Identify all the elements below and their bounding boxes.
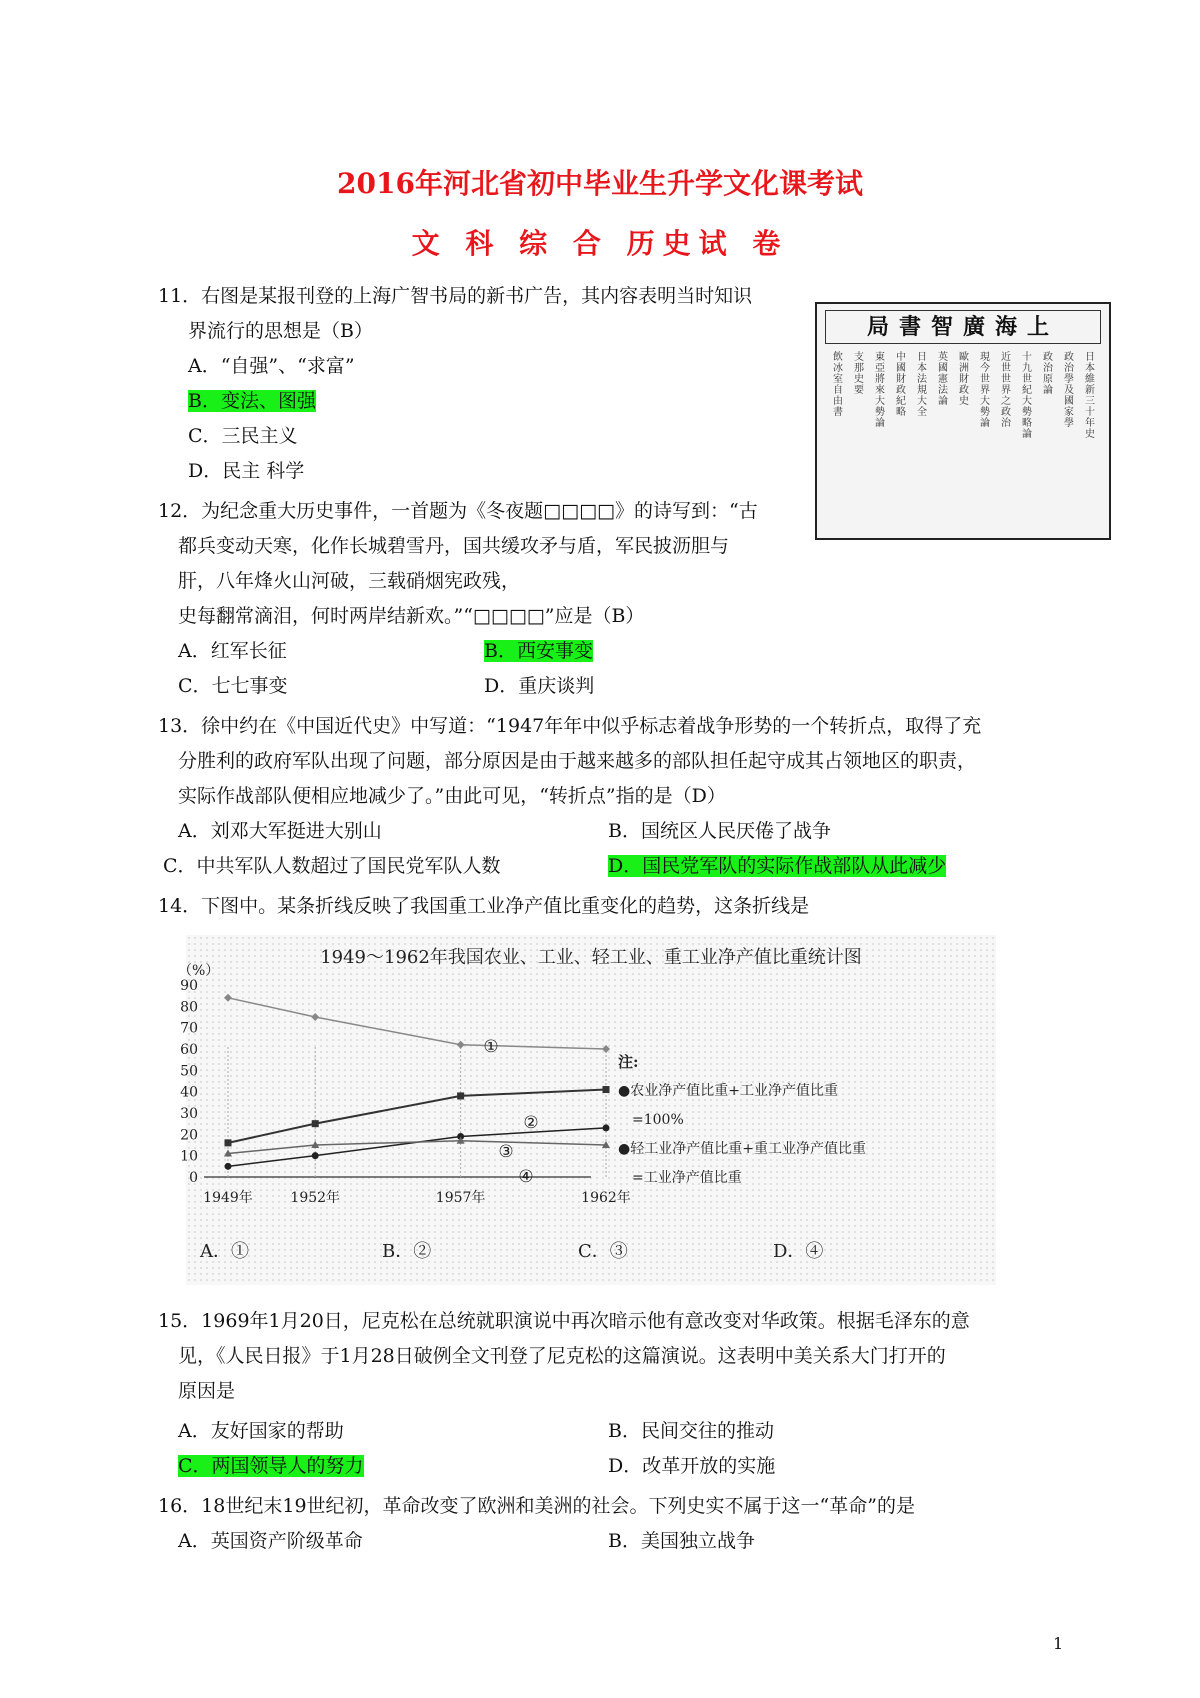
ad-column: 中國財政紀略 (896, 352, 906, 418)
exam-subtitle: 文 科 综 合 历史试 卷 (411, 227, 789, 260)
series-line (228, 1141, 606, 1154)
q12-stem-line2: 都兵变动天寒，化作长城碧雪丹，国共缓攻矛与盾，军民披沥胆与 (178, 535, 730, 557)
q13-option-a: A．刘邓大军挺进大别山 (178, 820, 382, 842)
ad-column: 飲冰室自由書 (833, 352, 843, 418)
ad-column: 政治原論 (1043, 352, 1053, 396)
data-point (225, 1163, 232, 1170)
x-tick-label: 1962年 (581, 1190, 631, 1206)
q15-option-d: D．改革开放的实施 (608, 1455, 776, 1477)
ad-column: 日本法規大全 (917, 352, 927, 418)
series-line (228, 1128, 606, 1166)
q14-stem: 14．下图中。某条折线反映了我国重工业净产值比重变化的趋势，这条折线是 (158, 895, 810, 917)
y-axis-unit: （%） (178, 963, 220, 979)
q15-stem-line1: 15．1969年1月20日，尼克松在总统就职演说中再次暗示他有意改变对华政策。根据毛泽东的意 (158, 1310, 970, 1332)
data-point (312, 1152, 319, 1159)
series-label: ③ (498, 1142, 514, 1162)
q12-option-b: B．西安事变 (484, 640, 593, 662)
x-tick-label: 1952年 (290, 1190, 341, 1206)
data-point (602, 1045, 610, 1053)
ad-column: 日本維新三十年史 (1085, 352, 1095, 440)
q11-stem-line1: 11．右图是某报刊登的上海广智书局的新书广告，其内容表明当时知识 (158, 285, 753, 307)
q14-option-b: B．② (382, 1241, 432, 1262)
note-line: ●农业净产值比重+工业净产值比重 (618, 1083, 838, 1099)
y-tick-label: 0 (189, 1170, 198, 1186)
q12-option-d: D．重庆谈判 (484, 675, 595, 697)
data-point (225, 1139, 232, 1146)
chart-title: 1949～1962年我国农业、工业、轻工业、重工业净产值比重统计图 (320, 947, 862, 968)
q15-option-c: C．两国领导人的努力 (178, 1455, 364, 1477)
series-label: ① (483, 1037, 499, 1057)
data-point (311, 1013, 319, 1021)
data-point (603, 1086, 610, 1093)
y-tick-label: 50 (180, 1063, 198, 1080)
series-line (228, 998, 606, 1049)
x-tick-label: 1957年 (435, 1190, 486, 1206)
y-tick-label: 30 (180, 1106, 198, 1122)
q12-stem-line1: 12．为纪念重大历史事件，一首题为《冬夜题□□□□》的诗写到：“古 (158, 500, 758, 522)
ad-column: 近世世界之政治 (1001, 352, 1011, 429)
q12-stem-line3: 肝，八年烽火山河破，三载硝烟宪政残， (178, 570, 521, 592)
data-point (457, 1041, 465, 1049)
y-tick-label: 80 (180, 999, 198, 1016)
series-label: ④ (518, 1167, 534, 1187)
ad-column: 政治學及國家學 (1064, 352, 1074, 429)
book-advertisement-image (815, 302, 1111, 540)
q15-option-a: A．友好国家的帮助 (178, 1420, 344, 1442)
note-title: 注: (618, 1053, 639, 1071)
y-tick-label: 20 (180, 1127, 198, 1144)
q12-option-c: C．七七事变 (178, 675, 288, 697)
q13-stem-line1: 13．徐中约在《中国近代史》中写道：“1947年年中似乎标志着战争形势的一个转折点，取得了充 (158, 715, 982, 737)
page-number: 1 (1053, 1634, 1064, 1653)
q11-stem-line2: 界流行的思想是（B） (188, 320, 373, 342)
exam-title: 2016年河北省初中毕业生升学文化课考试 (337, 167, 863, 200)
q12-stem-line4: 史每翻常滴泪，何时两岸结新欢。”“□□□□”应是（B） (178, 605, 645, 627)
q16-stem: 16．18世纪末19世纪初，革命改变了欧洲和美洲的社会。下列史实不属于这一“革命”的是 (158, 1495, 915, 1517)
y-tick-label: 60 (180, 1042, 198, 1058)
y-tick-label: 90 (180, 978, 198, 994)
q13-stem-line3: 实际作战部队便相应地减少了。”由此可见，“转折点”指的是（D） (178, 785, 726, 807)
q13-option-d: D．国民党军队的实际作战部队从此减少 (608, 855, 947, 877)
q15-stem-line3: 原因是 (178, 1380, 236, 1402)
y-tick-label: 10 (180, 1148, 198, 1165)
data-point (224, 994, 232, 1002)
q11-option-b: B．变法、图强 (188, 390, 316, 412)
ad-column: 英國憲法論 (938, 352, 948, 407)
q11-option-c: C．三民主义 (188, 425, 298, 447)
data-point (603, 1124, 610, 1131)
ad-header: 局書智廣海上 (825, 310, 1101, 344)
data-point (457, 1092, 464, 1099)
series-label: ② (523, 1113, 539, 1133)
ad-column: 現今世界大勢論 (980, 352, 990, 429)
q11-option-a: A．“自强”、“求富” (188, 355, 355, 377)
q14-option-c: C．③ (578, 1241, 628, 1262)
ad-column: 歐洲財政史 (959, 352, 969, 407)
note-line: =工业净产值比重 (632, 1170, 742, 1186)
q15-stem-line2: 见，《人民日报》于1月28日破例全文刊登了尼克松的这篇演说。这表明中美关系大门打开的 (178, 1345, 946, 1367)
data-point (312, 1120, 319, 1127)
q12-option-a: A．红军长征 (178, 640, 287, 662)
chart-panel (178, 935, 996, 1285)
q11-option-d: D．民主 科学 (188, 460, 305, 482)
q13-stem-line2: 分胜利的政府军队出现了问题，部分原因是由于越来越多的部队担任起守成其占领地区的职责， (178, 750, 977, 772)
q13-option-c: C．中共军队人数超过了国民党军队人数 (163, 855, 501, 877)
q15-option-b: B．民间交往的推动 (608, 1420, 774, 1442)
line-chart (178, 935, 996, 1285)
ad-column: 支那史要 (854, 352, 864, 396)
note-line: ●轻工业净产值比重+重工业净产值比重 (618, 1141, 866, 1157)
ad-column: 東亞將來大勢論 (875, 352, 885, 429)
q13-option-b: B．国统区人民厌倦了战争 (608, 820, 831, 842)
q16-option-a: A．英国资产阶级革命 (178, 1530, 363, 1552)
q14-option-d: D．④ (773, 1241, 824, 1262)
y-tick-label: 70 (180, 1020, 198, 1037)
q16-option-b: B．美国独立战争 (608, 1530, 755, 1552)
ad-column: 十九世紀大勢略論 (1022, 352, 1032, 440)
y-tick-label: 40 (180, 1084, 198, 1101)
series-line (228, 1090, 606, 1143)
note-line: =100% (632, 1112, 684, 1128)
q14-option-a: A．① (200, 1241, 249, 1262)
x-tick-label: 1949年 (203, 1190, 253, 1206)
